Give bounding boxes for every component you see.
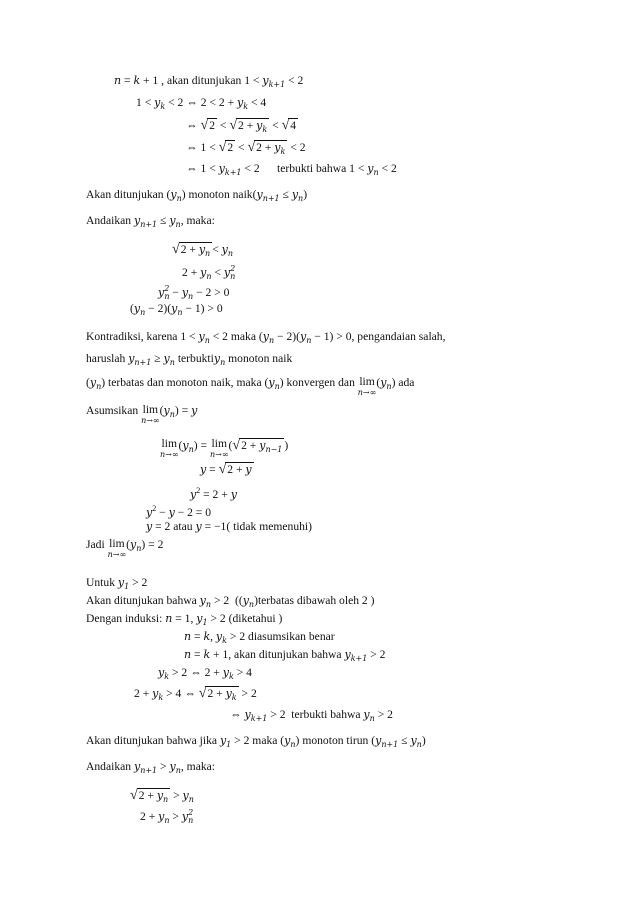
math-line-12: Kontradiksi, karena $1 < y_n < 2$ maka $(y_n - 2)(y_n - 1) > 0$, pengandaian salah, — [86, 330, 446, 345]
math-line-29: ⇔ $y_{k+1} > 2$ terbukti bahwa $y_n > 2$ — [230, 708, 393, 723]
math-line-26: n = k + 1, akan ditunjukan bahwa $y_{k+1} > 2$ — [184, 648, 386, 663]
math-line-10: $y^2_n - y_n - 2 > 0$ — [158, 284, 230, 301]
math-line-27: $y_k > 2$ ⇔ $2 + y_k > 4$ — [158, 666, 252, 681]
math-line-25: n = k, $y_k > 2$ diasumsikan benar — [184, 630, 335, 645]
math-line-6: Akan ditunjukan $(y_n)$ monoton $naik(y_{n+1} \le y_n)$ — [86, 188, 308, 203]
math-line-32: $√2 + y_n > y_n$ — [130, 788, 194, 807]
math-line-30: Akan ditunjukan bahwa jika $y_1 > 2$ maka $(y_n)$ monoton tirun $(y_{n+1} \le y_n)$ — [86, 734, 426, 749]
math-line-22: Untuk $y_1 > 2$ — [86, 576, 148, 591]
math-line-4: ⇔ $1 < √2 < √2 + y_k < 2$ — [186, 140, 306, 159]
math-line-17: y = √2 + y — [200, 462, 252, 477]
math-line-20: y = 2 atau y = −1( tidak memenuhi) — [146, 520, 312, 533]
math-line-9: $2 + y_n < y^2_n$ — [182, 264, 236, 281]
math-line-33: $2 + y_n > y^2_n$ — [140, 808, 194, 825]
math-line-5: ⇔ $1 < y_{k+1} < 2$ terbukti bahwa $1 < y_n < 2$ — [186, 162, 397, 177]
math-line-3: ⇔ $√2 < √2 + y_k < √4$ — [186, 118, 298, 137]
math-line-23: Akan ditunjukan bahwa $y_n > 2$ ($(y_n)terbatas$ dibawah oleh 2 ) — [86, 594, 375, 609]
math-line-2: $1 < y_k < 2$ ⇔ $2 < 2 + y_k < 4$ — [136, 96, 267, 111]
math-line-21: Jadi lim n→∞ $(y_n) = 2$ — [86, 537, 164, 559]
math-line-31: Andaikan $y_{n+1} > y_n$, maka: — [86, 760, 215, 775]
math-line-11: $(y_n - 2)(y_n - 1) > 0$ — [130, 302, 223, 317]
math-line-28: $2 + y_k > 4$ ⇔ $√2 + y_k > 2$ — [134, 686, 257, 705]
math-line-13: haruslah $y_{n+1} \ge y_n$ terbuktiy$_n$ monoton naik — [86, 352, 293, 367]
math-line-24: Dengan induksi: n = 1, $y_1 > 2$ (diketahui ) — [86, 612, 283, 627]
math-line-15: Asumsikan lim n→∞ $(y_n) = y$ — [86, 403, 198, 425]
math-line-18: $y^2 = 2 + y$ — [190, 486, 237, 501]
math-line-14: $(y_n)$ terbatas dan monoton naik, maka $(y_n)$ konvergen dan lim n→∞ $(y_n)$ ada — [86, 375, 415, 397]
math-line-1: n = k + 1 , akan ditunjukan $1 < y_{k+1} < 2$ — [114, 74, 304, 89]
math-line-19: $y^2 - y - 2 = 0$ — [146, 504, 212, 519]
math-line-7: Andaikan $y_{n+1} \le y_n$, maka: — [86, 214, 215, 229]
math-line-8: $√2 + y_n < y_n$ — [172, 242, 233, 261]
math-line-16: lim n→∞ $(y_n) = \lim$ n→∞ ($√2 + y_{n-1}$ ) — [160, 437, 289, 459]
